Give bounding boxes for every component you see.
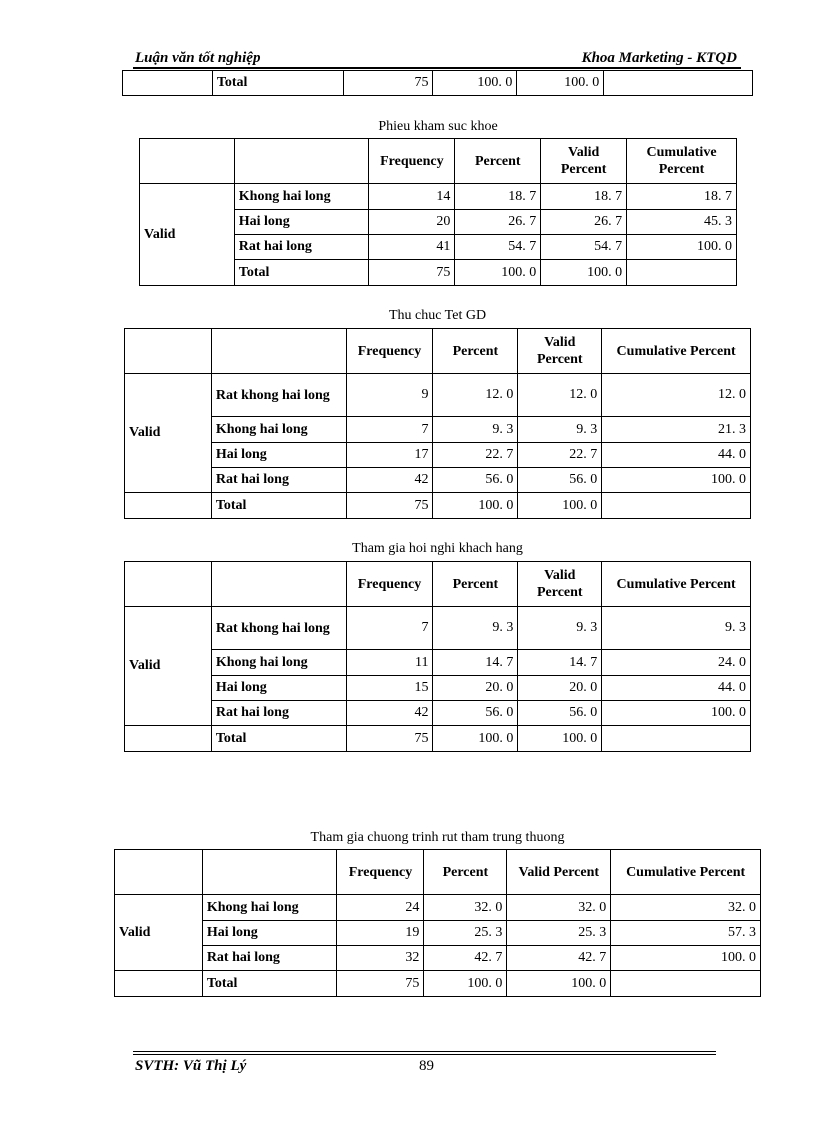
page-header — [133, 49, 741, 69]
table-caption: Tham gia hoi nghi khach hang — [352, 541, 523, 556]
cumulative-percent-cell: 44. 0 — [602, 443, 751, 468]
percent-cell: 42. 7 — [424, 946, 507, 971]
row-label: Hai long — [234, 210, 369, 235]
cumulative-percent-cell: 21. 3 — [602, 417, 751, 443]
table-cell — [123, 71, 213, 96]
table-header-row — [125, 329, 751, 374]
percent-cell: 100. 0 — [433, 71, 517, 96]
percent-cell: 26. 7 — [455, 210, 541, 235]
frequency-table — [124, 561, 751, 752]
valid-percent-cell: 54. 7 — [541, 235, 627, 260]
frequency-cell: 20 — [369, 210, 455, 235]
page-number: 89 — [419, 1058, 434, 1074]
frequency-cell: 19 — [337, 921, 424, 946]
percent-cell: 56. 0 — [433, 468, 518, 493]
table-header-row — [140, 139, 737, 184]
valid-percent-cell: 32. 0 — [507, 895, 611, 921]
percent-cell: 25. 3 — [424, 921, 507, 946]
group-label: Valid — [115, 895, 203, 971]
percent-cell: 14. 7 — [433, 650, 518, 676]
valid-percent-cell: 26. 7 — [541, 210, 627, 235]
percent-cell: 22. 7 — [433, 443, 518, 468]
cumulative-percent-cell: 44. 0 — [602, 676, 751, 701]
percent-cell: 12. 0 — [433, 374, 518, 417]
percent-cell: 9. 3 — [433, 417, 518, 443]
cumulative-percent-cell: 12. 0 — [602, 374, 751, 417]
table-cell — [125, 493, 212, 519]
cumulative-percent-cell — [602, 726, 751, 752]
valid-percent-cell: 20. 0 — [518, 676, 602, 701]
frequency-cell: 9 — [346, 374, 433, 417]
table-cell — [115, 850, 203, 895]
table-cell — [234, 139, 369, 184]
column-header: Cumulative Percent — [602, 562, 751, 607]
column-header: Cumulative Percent — [602, 329, 751, 374]
table-cell — [202, 850, 337, 895]
header-rule — [133, 67, 741, 69]
cumulative-percent-cell — [602, 493, 751, 519]
footer-author: SVTH: Vũ Thị Lý — [135, 1058, 247, 1074]
frequency-cell: 42 — [346, 701, 433, 726]
table-header-row — [115, 850, 761, 895]
table-row — [125, 468, 751, 493]
column-header: Valid Percent — [541, 139, 627, 184]
percent-cell: 9. 3 — [433, 607, 518, 650]
group-label: Valid — [140, 184, 235, 286]
column-header: Valid Percent — [518, 562, 602, 607]
row-label: Rat hai long — [234, 235, 369, 260]
percent-cell: 54. 7 — [455, 235, 541, 260]
row-label: Hai long — [211, 676, 346, 701]
frequency-cell: 24 — [337, 895, 424, 921]
column-header: Frequency — [369, 139, 455, 184]
valid-percent-cell: 100. 0 — [517, 71, 604, 96]
cumulative-percent-cell: 9. 3 — [602, 607, 751, 650]
table-cell — [211, 329, 346, 374]
row-label: Total — [212, 71, 343, 96]
percent-cell: 20. 0 — [433, 676, 518, 701]
frequency-cell: 75 — [369, 260, 455, 286]
cumulative-percent-cell: 100. 0 — [602, 468, 751, 493]
table-row — [140, 184, 737, 210]
frequency-table — [124, 328, 751, 519]
frequency-cell: 7 — [346, 417, 433, 443]
header-thesis-title: Luận văn tốt nghiệp — [135, 50, 261, 66]
percent-cell: 100. 0 — [424, 971, 507, 997]
row-label: Hai long — [202, 921, 337, 946]
table-row — [115, 946, 761, 971]
group-label: Valid — [125, 374, 212, 493]
row-label: Rat hai long — [211, 468, 346, 493]
cumulative-percent-cell: 24. 0 — [602, 650, 751, 676]
table-row — [123, 71, 753, 96]
column-header: Frequency — [346, 562, 433, 607]
table-row — [125, 650, 751, 676]
frequency-cell: 14 — [369, 184, 455, 210]
frequency-cell: 15 — [346, 676, 433, 701]
table-row — [115, 971, 761, 997]
cumulative-percent-cell — [611, 971, 761, 997]
cumulative-percent-cell — [604, 71, 753, 96]
cumulative-percent-cell: 100. 0 — [627, 235, 737, 260]
column-header: Cumulative Percent — [611, 850, 761, 895]
footer-rule — [133, 1054, 716, 1055]
row-label: Khong hai long — [202, 895, 337, 921]
frequency-cell: 17 — [346, 443, 433, 468]
column-header: Cumulative Percent — [627, 139, 737, 184]
header-faculty: Khoa Marketing - KTQD — [581, 50, 737, 66]
valid-percent-cell: 100. 0 — [541, 260, 627, 286]
continued-table — [122, 70, 753, 96]
valid-percent-cell: 25. 3 — [507, 921, 611, 946]
row-label: Rat hai long — [211, 701, 346, 726]
table-cell — [125, 726, 212, 752]
valid-percent-cell: 9. 3 — [518, 417, 602, 443]
table-row — [115, 895, 761, 921]
column-header: Percent — [433, 562, 518, 607]
frequency-cell: 11 — [346, 650, 433, 676]
valid-percent-cell: 42. 7 — [507, 946, 611, 971]
frequency-table — [139, 138, 737, 286]
footer-rule — [133, 1051, 716, 1052]
frequency-cell: 41 — [369, 235, 455, 260]
valid-percent-cell: 56. 0 — [518, 468, 602, 493]
cumulative-percent-cell: 32. 0 — [611, 895, 761, 921]
frequency-cell: 42 — [346, 468, 433, 493]
row-label: Hai long — [211, 443, 346, 468]
table-row — [125, 493, 751, 519]
row-label: Khong hai long — [234, 184, 369, 210]
table-header-row — [125, 562, 751, 607]
table-row — [125, 701, 751, 726]
table-cell — [125, 329, 212, 374]
cumulative-percent-cell: 18. 7 — [627, 184, 737, 210]
valid-percent-cell: 56. 0 — [518, 701, 602, 726]
valid-percent-cell: 9. 3 — [518, 607, 602, 650]
frequency-table — [114, 849, 761, 997]
percent-cell: 100. 0 — [433, 493, 518, 519]
table-row — [125, 726, 751, 752]
frequency-cell: 32 — [337, 946, 424, 971]
percent-cell: 100. 0 — [433, 726, 518, 752]
table-row — [125, 443, 751, 468]
frequency-cell: 75 — [346, 726, 433, 752]
row-label: Total — [211, 493, 346, 519]
table-cell — [125, 562, 212, 607]
row-label: Total — [234, 260, 369, 286]
cumulative-percent-cell: 45. 3 — [627, 210, 737, 235]
cumulative-percent-cell: 100. 0 — [611, 946, 761, 971]
table-caption: Thu chuc Tet GD — [388, 308, 487, 323]
row-label: Rat khong hai long — [211, 374, 346, 417]
cumulative-percent-cell: 100. 0 — [602, 701, 751, 726]
frequency-cell: 75 — [346, 493, 433, 519]
table-row — [115, 921, 761, 946]
table-row — [125, 417, 751, 443]
column-header: Frequency — [337, 850, 424, 895]
cumulative-percent-cell: 57. 3 — [611, 921, 761, 946]
table-caption: Tham gia chuong trinh rut tham trung thuong — [310, 830, 565, 845]
table-row — [125, 607, 751, 650]
table-cell — [211, 562, 346, 607]
valid-percent-cell: 12. 0 — [518, 374, 602, 417]
column-header: Percent — [433, 329, 518, 374]
percent-cell: 56. 0 — [433, 701, 518, 726]
column-header: Valid Percent — [507, 850, 611, 895]
valid-percent-cell: 100. 0 — [518, 493, 602, 519]
valid-percent-cell: 100. 0 — [518, 726, 602, 752]
valid-percent-cell: 14. 7 — [518, 650, 602, 676]
table-cell — [140, 139, 235, 184]
valid-percent-cell: 22. 7 — [518, 443, 602, 468]
column-header: Frequency — [346, 329, 433, 374]
table-cell — [115, 971, 203, 997]
table-row — [125, 676, 751, 701]
row-label: Rat hai long — [202, 946, 337, 971]
row-label: Total — [202, 971, 337, 997]
group-label: Valid — [125, 607, 212, 726]
cumulative-percent-cell — [627, 260, 737, 286]
valid-percent-cell: 18. 7 — [541, 184, 627, 210]
table-caption: Phieu kham suc khoe — [378, 119, 498, 134]
row-label: Total — [211, 726, 346, 752]
percent-cell: 18. 7 — [455, 184, 541, 210]
column-header: Valid Percent — [518, 329, 602, 374]
row-label: Khong hai long — [211, 417, 346, 443]
percent-cell: 100. 0 — [455, 260, 541, 286]
percent-cell: 32. 0 — [424, 895, 507, 921]
frequency-cell: 7 — [346, 607, 433, 650]
row-label: Khong hai long — [211, 650, 346, 676]
frequency-cell: 75 — [337, 971, 424, 997]
frequency-cell: 75 — [343, 71, 433, 96]
column-header: Percent — [424, 850, 507, 895]
valid-percent-cell: 100. 0 — [507, 971, 611, 997]
row-label: Rat khong hai long — [211, 607, 346, 650]
column-header: Percent — [455, 139, 541, 184]
table-row — [125, 374, 751, 417]
